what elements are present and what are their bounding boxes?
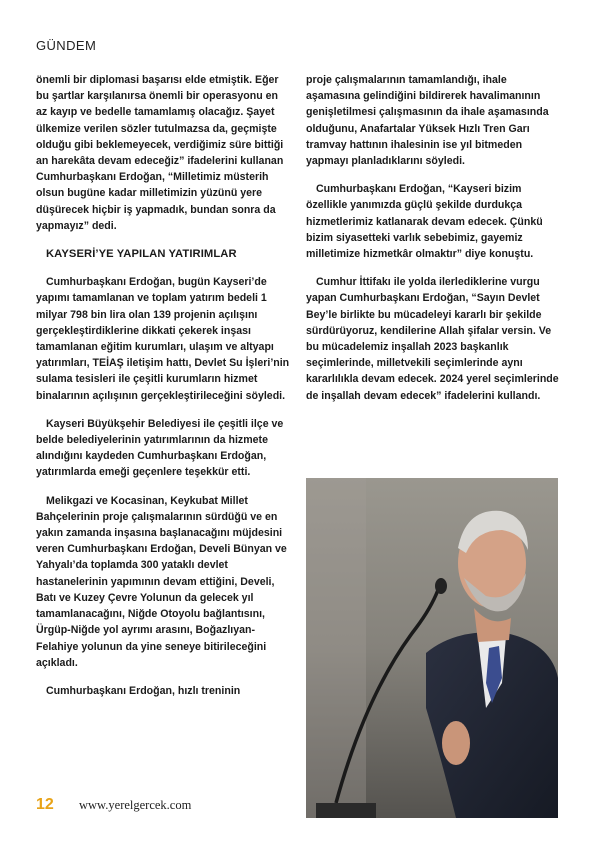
right-column xyxy=(306,72,560,416)
website-url: www.yerelgercek.com xyxy=(79,798,192,812)
section-label: GÜNDEM xyxy=(36,38,97,53)
section-heading: KAYSERİ’YE YAPILAN YATIRIMLAR xyxy=(46,248,237,261)
left-paragraph-4: Melikgazi ve Kocasinan, Keykubat Millet Bahçelerinin proje çalışmalarının sürdüğü ve en yakın zamanda inşasına başlanacağını müjdesini veren Cumhurbaşkanı Erdoğan, Develi Bünyan ve Yahyalı’da toplamda 300 yataklı devlet hastanelerinin yapımının devam ettiğini, Develi, Batı ve Kuzey Çevre Yolunun da gelecek yıl tamamlanacağını, Niğde Otoyolu bağlantısını, Ürgüp-Niğde yol ayrımı arasını, Boğazlıyan-Felahiye yolunun da yine seneye bitirileceğini açıkladı. xyxy=(36,494,287,669)
right-paragraph-3: Cumhur İttifakı ile yolda ilerlediklerine vurgu yapan Cumhurbaşkanı Erdoğan, “Sayın Devlet Bey’le birlikte bu mücadeleyi kararlı bir şekilde sürdürüyoruz, kendilerine Allah şifalar versin. Ve bu mücadelemiz inşallah 2023 başkanlık seçimlerinde, milletvekili seçimlerinde aynı kararlılıkla devam edecek. 2024 yerel seçimlerinde de inşallah devam edecek” ifadelerini kullandı. xyxy=(306,276,559,402)
right-paragraph-1: proje çalışmalarının tamamlandığı, ihale aşamasına gelindiğini bildirerek havalimanının genişletilmesi çalışmasının da ihale aşamasında olduğunu, Anafartalar Yüksek Hızlı Tren Garı tramvay hattının ihalesinin ise yıl bitmeden yapmayı planladıklarını söyledi. xyxy=(306,74,549,168)
left-paragraph-2: Cumhurbaşkanı Erdoğan, bugün Kayseri’de yapımı tamamlanan ve toplam yatırım bedeli 1 milyar 798 bin lira olan 139 projenin açılışını gerçekleştirdiklerine dikkati çekerek inşası tamamlanan eğitim kurumları, ulaşım ve altyapı yatırımları, TEİAŞ iletişim hattı, Devlet Su İşleri’nin sulama tesisleri ile çeşitli kurumların hizmet binalarının açılışının gerçekleştirileceğini söyledi. xyxy=(36,276,290,402)
left-paragraph-5: Cumhurbaşkanı Erdoğan, hızlı treninin xyxy=(46,684,241,697)
page-number: 12 xyxy=(36,796,54,813)
speaker-photo xyxy=(306,478,558,818)
left-paragraph-1: önemli bir diplomasi başarısı elde etmiştik. Eğer bu şartlar karşılanırsa önemli bir operasyonu en az kayıp ve bedelle tamamlamış olacağız. Şayet ülkemize verilen sözler tutulmazsa da, geçmişte olduğu gibi beklemeyecek, verdiğimiz süre bittiği an harekâta devam edeceğiz” ifadelerini kullanan Cumhurbaşkanı Erdoğan, “Milletimiz müsterih olsun bugüne kadar milletimizin yüzünü yere düşürecek hiçbir iş yapmadık, bundan sonra da yapmayız” dedi. xyxy=(36,74,284,232)
right-paragraph-2: Cumhurbaşkanı Erdoğan, “Kayseri bizim özellikle yanımızda güçlü şekilde durdukça hizmetlerimiz katlanarak devam edecek. Çünkü bizim siyasetteki varlık sebebimiz, gayemiz milletimize hizmetkâr olmaktır” diye konuştu. xyxy=(306,183,543,261)
left-column xyxy=(36,72,290,711)
speaker-photo-illustration xyxy=(306,478,558,818)
left-paragraph-3: Kayseri Büyükşehir Belediyesi ile çeşitli ilçe ve belde belediyelerinin yatırımlarının da hizmete alındığını kaydeden Cumhurbaşkanı Erdoğan, yatırımlarda emeği geçenlere teşekkür etti. xyxy=(36,417,284,479)
